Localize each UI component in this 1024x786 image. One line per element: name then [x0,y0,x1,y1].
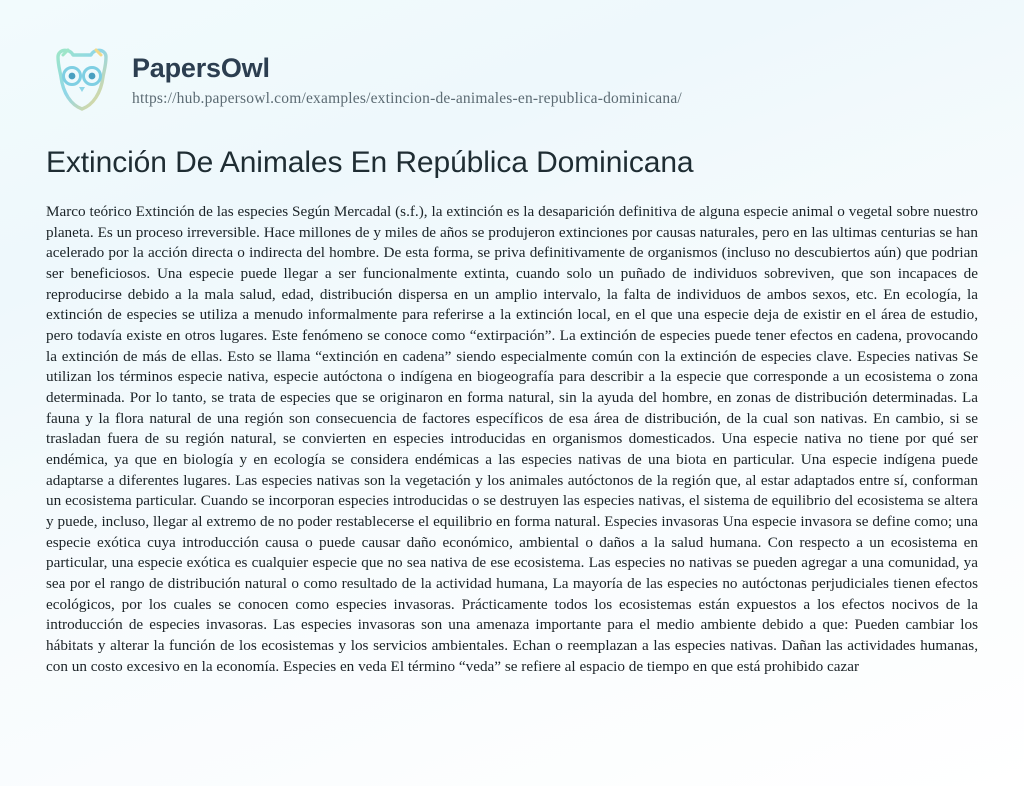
page-title: Extinción De Animales En República Dominicana [46,146,694,179]
document-content [0,112,1024,677]
document-body-text: Marco teórico Extinción de las especies Según Mercadal (s.f.), la extinción es la desaparición definitiva de alguna especie animal o vegetal sobre nuestro planeta. Es un proceso irreversible. Hace millones de y miles de años se produjeron extinciones por causas naturales, pero en las ultimas centurias se han acelerado por la acción directa o indirecta del hombre. De esta forma, se priva definitivamente de organismos (incluso no descubiertos aún) que podrian ser beneficiosos. Una especie puede llegar a ser funcionalmente extinta, cuando solo un puñado de individuos sobreviven, que son incapaces de reproducirse debido a la mala salud, edad, distribución dispersa en un amplio intervalo, la falta de individuos de ambos sexos, etc. En ecología, la extinción de especies se utiliza a menudo informalmente para referirse a la extinción local, en el que una especie deja de existir en el área de estudio, pero todavía existe en otros lugares. Este fenómeno se conoce como “extirpación”. La extinción de especies puede tener efectos en cadena, provocando la extinción de más de ellas. Esto se llama “extinción en cadena” siendo especialmente común con la extinción de especies clave. Especies nativas Se utilizan los términos especie nativa, especie autóctona o indígena en biogeografía para describir a la especie que corresponde a un ecosistema o zona determinada. Por lo tanto, se trata de especies que se originaron en forma natural, sin la ayuda del hombre, en zonas de distribución determinadas. La fauna y la flora natural de una región son consecuencia de factores específicos de esa área de distribución, de la cual son nativas. En cambio, si se trasladan fuera de su región natural, se convierten en especies introducidas en organismos domesticados. Una especie nativa no tiene por qué ser endémica, ya que en biología y en ecología se considera endémicas a las especies nativas de una biota en particular. Una especie indígena puede adaptarse a diferentes lugares. Las especies nativas son la vegetación y los animales autóctonos de la región que, al estar adaptados entre sí, conforman un ecosistema particular. Cuando se incorporan especies introducidas o se destruyen las especies nativas, el sistema de equilibrio del ecosistema se altera y puede, incluso, llegar al extremo de no poder restablecerse el equilibrio en forma natural. Especies invasoras Una especie invasora se define como; una especie exótica cuya introducción causa o puede causar daño económico, ambiental o daños a la salud humana. Con respecto a un ecosistema en particular, una especie exótica es cualquier especie que no sea nativa de ese ecosistema. Las especies no nativas se pueden agregar a una comunidad, ya sea por el rango de distribución natural o como resultado de la actividad humana, La mayoría de las especies no autóctonas perjudiciales tienen efectos ecológicos, por los cuales se conocen como especies invasoras. Prácticamente todos los ecosistemas están expuestos a los efectos nocivos de la introducción de especies invasoras. Las especies invasoras son una amenaza importante para el medio ambiente debido a que: Pueden cambiar los hábitats y alterar la función de los ecosistemas y los servicios ambientales. Echan o reemplazan a las especies nativas. Dañan las actividades humanas, con un costo excesivo en la economía. Especies en veda El término “veda” se refiere al espacio de tiempo en que está prohibido cazar [46,203,978,675]
page-url[interactable]: https://hub.papersowl.com/examples/extincion-de-animales-en-republica-dominicana/ [132,90,682,108]
brand-block [132,50,682,109]
brand-name: PapersOwl [132,52,270,83]
site-header [0,0,1024,112]
owl-logo-icon [46,43,118,115]
